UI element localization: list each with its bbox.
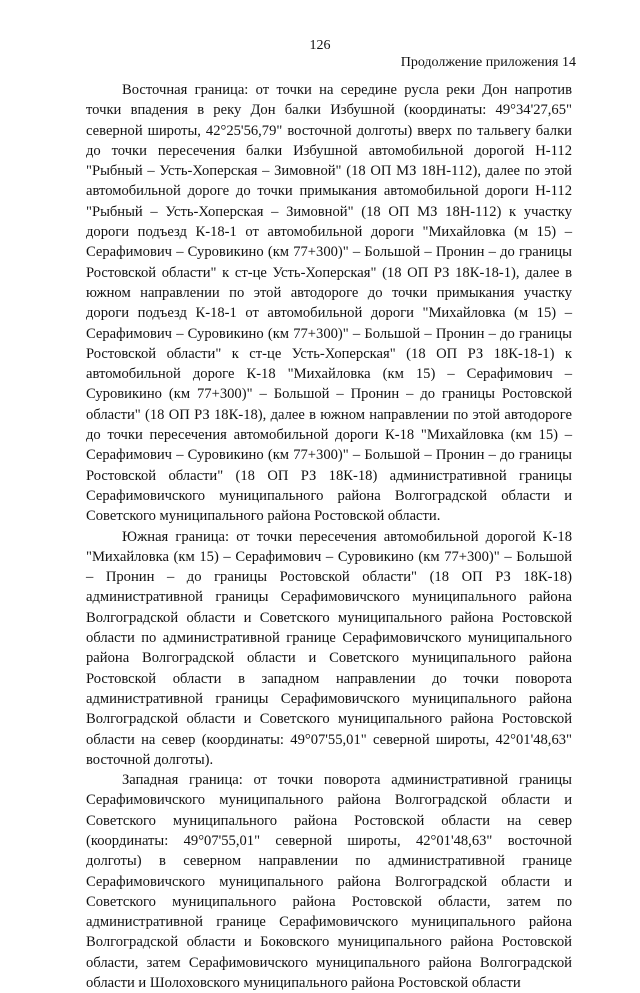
page-number: 126 <box>309 38 331 53</box>
paragraph-eastern-boundary: Восточная граница: от точки на середине русла реки Дон напротив точки впадения в реку Дон балки Избушной (координаты: 49°34'27,65" северной широты, 42°25'56,79" восточной долготы) вверх по тальвегу балки до точки пересечения балки Избушной автомобильной дорогой Н-112 "Рыбный – Усть-Хоперская – Зимовной" (18 ОП МЗ 18Н-112), далее по этой автомобильной дороге до точки примыкания автомобильной дороги Н-112 "Рыбный – Усть-Хоперская – Зимовной" (18 ОП МЗ 18Н-112) к участку дороги подъезд К-18-1 от автомобильной дороги "Михайловка (м 15) – Серафимович – Суровикино (км 77+300)" – Большой – Пронин – до границы Ростовской области" к ст-це Усть-Хоперская" (18 ОП РЗ 18К-18-1), далее в южном направлении по этой автодороге до точки примыкания участку дороги подъезд К-18-1 от автомобильной дороги "Михайловка (м 15) – Серафимович – Суровикино (км 77+300)" – Большой – Пронин – до границы Ростовской области" к ст-це Усть-Хоперская" (18 ОП РЗ 18К-18-1) к автомобильной дороге К-18 "Михайловка (км 15) – Серафимович – Суровикино (км 77+300)" – Большой – Пронин – до границы Ростовской области" (18 ОП РЗ 18К-18), далее в южном направлении по этой автодороге до точки пересечения автомобильной дороги К-18 "Михайловка (км 15) – Серафимович – Суровикино (км 77+300)" – Большой – Пронин – до границы Ростовской области" (18 ОП РЗ 18К-18) административной границы Серафимовичского муниципального района Волгоградской области и Советского муниципального района Ростовской области. <box>86 82 572 525</box>
document-body <box>86 80 572 993</box>
paragraph-western-boundary: Западная граница: от точки поворота административной границы Серафимовичского муниципального района Волгоградской области и Советского муниципального района Ростовской области на север (координаты: 49°07'55,01" северной широты, 42°01'48,63" восточной долготы) в северном направлении по административной границе Серафимовичского муниципального района Волгоградской области и Советского муниципального района Ростовской области, затем по административной границе Серафимовичского муниципального района Волгоградской области и Боковского муниципального района Ростовской области, затем Серафимовичского муниципального района Волгоградской области и Шолоховского муниципального района Ростовской области <box>86 772 572 992</box>
appendix-continuation-note: Продолжение приложения 14 <box>400 55 576 70</box>
paragraph-southern-boundary: Южная граница: от точки пересечения автомобильной дорогой К-18 "Михайловка (км 15) – Серафимович – Суровикино (км 77+300)" – Большой – Пронин – до границы Ростовской области" (18 ОП РЗ 18К-18) административной границы Серафимовичского муниципального района Волгоградской области и Советского муниципального района Ростовской области по административной границе Серафимовичского муниципального района Волгоградской области и Советского муниципального района Ростовской области в западном направлении до точки поворота административной границы Серафимовичского муниципального района Волгоградской области и Советского муниципального района Ростовской области на север (координаты: 49°07'55,01" северной широты, 42°01'48,63" восточной долготы). <box>86 528 572 768</box>
